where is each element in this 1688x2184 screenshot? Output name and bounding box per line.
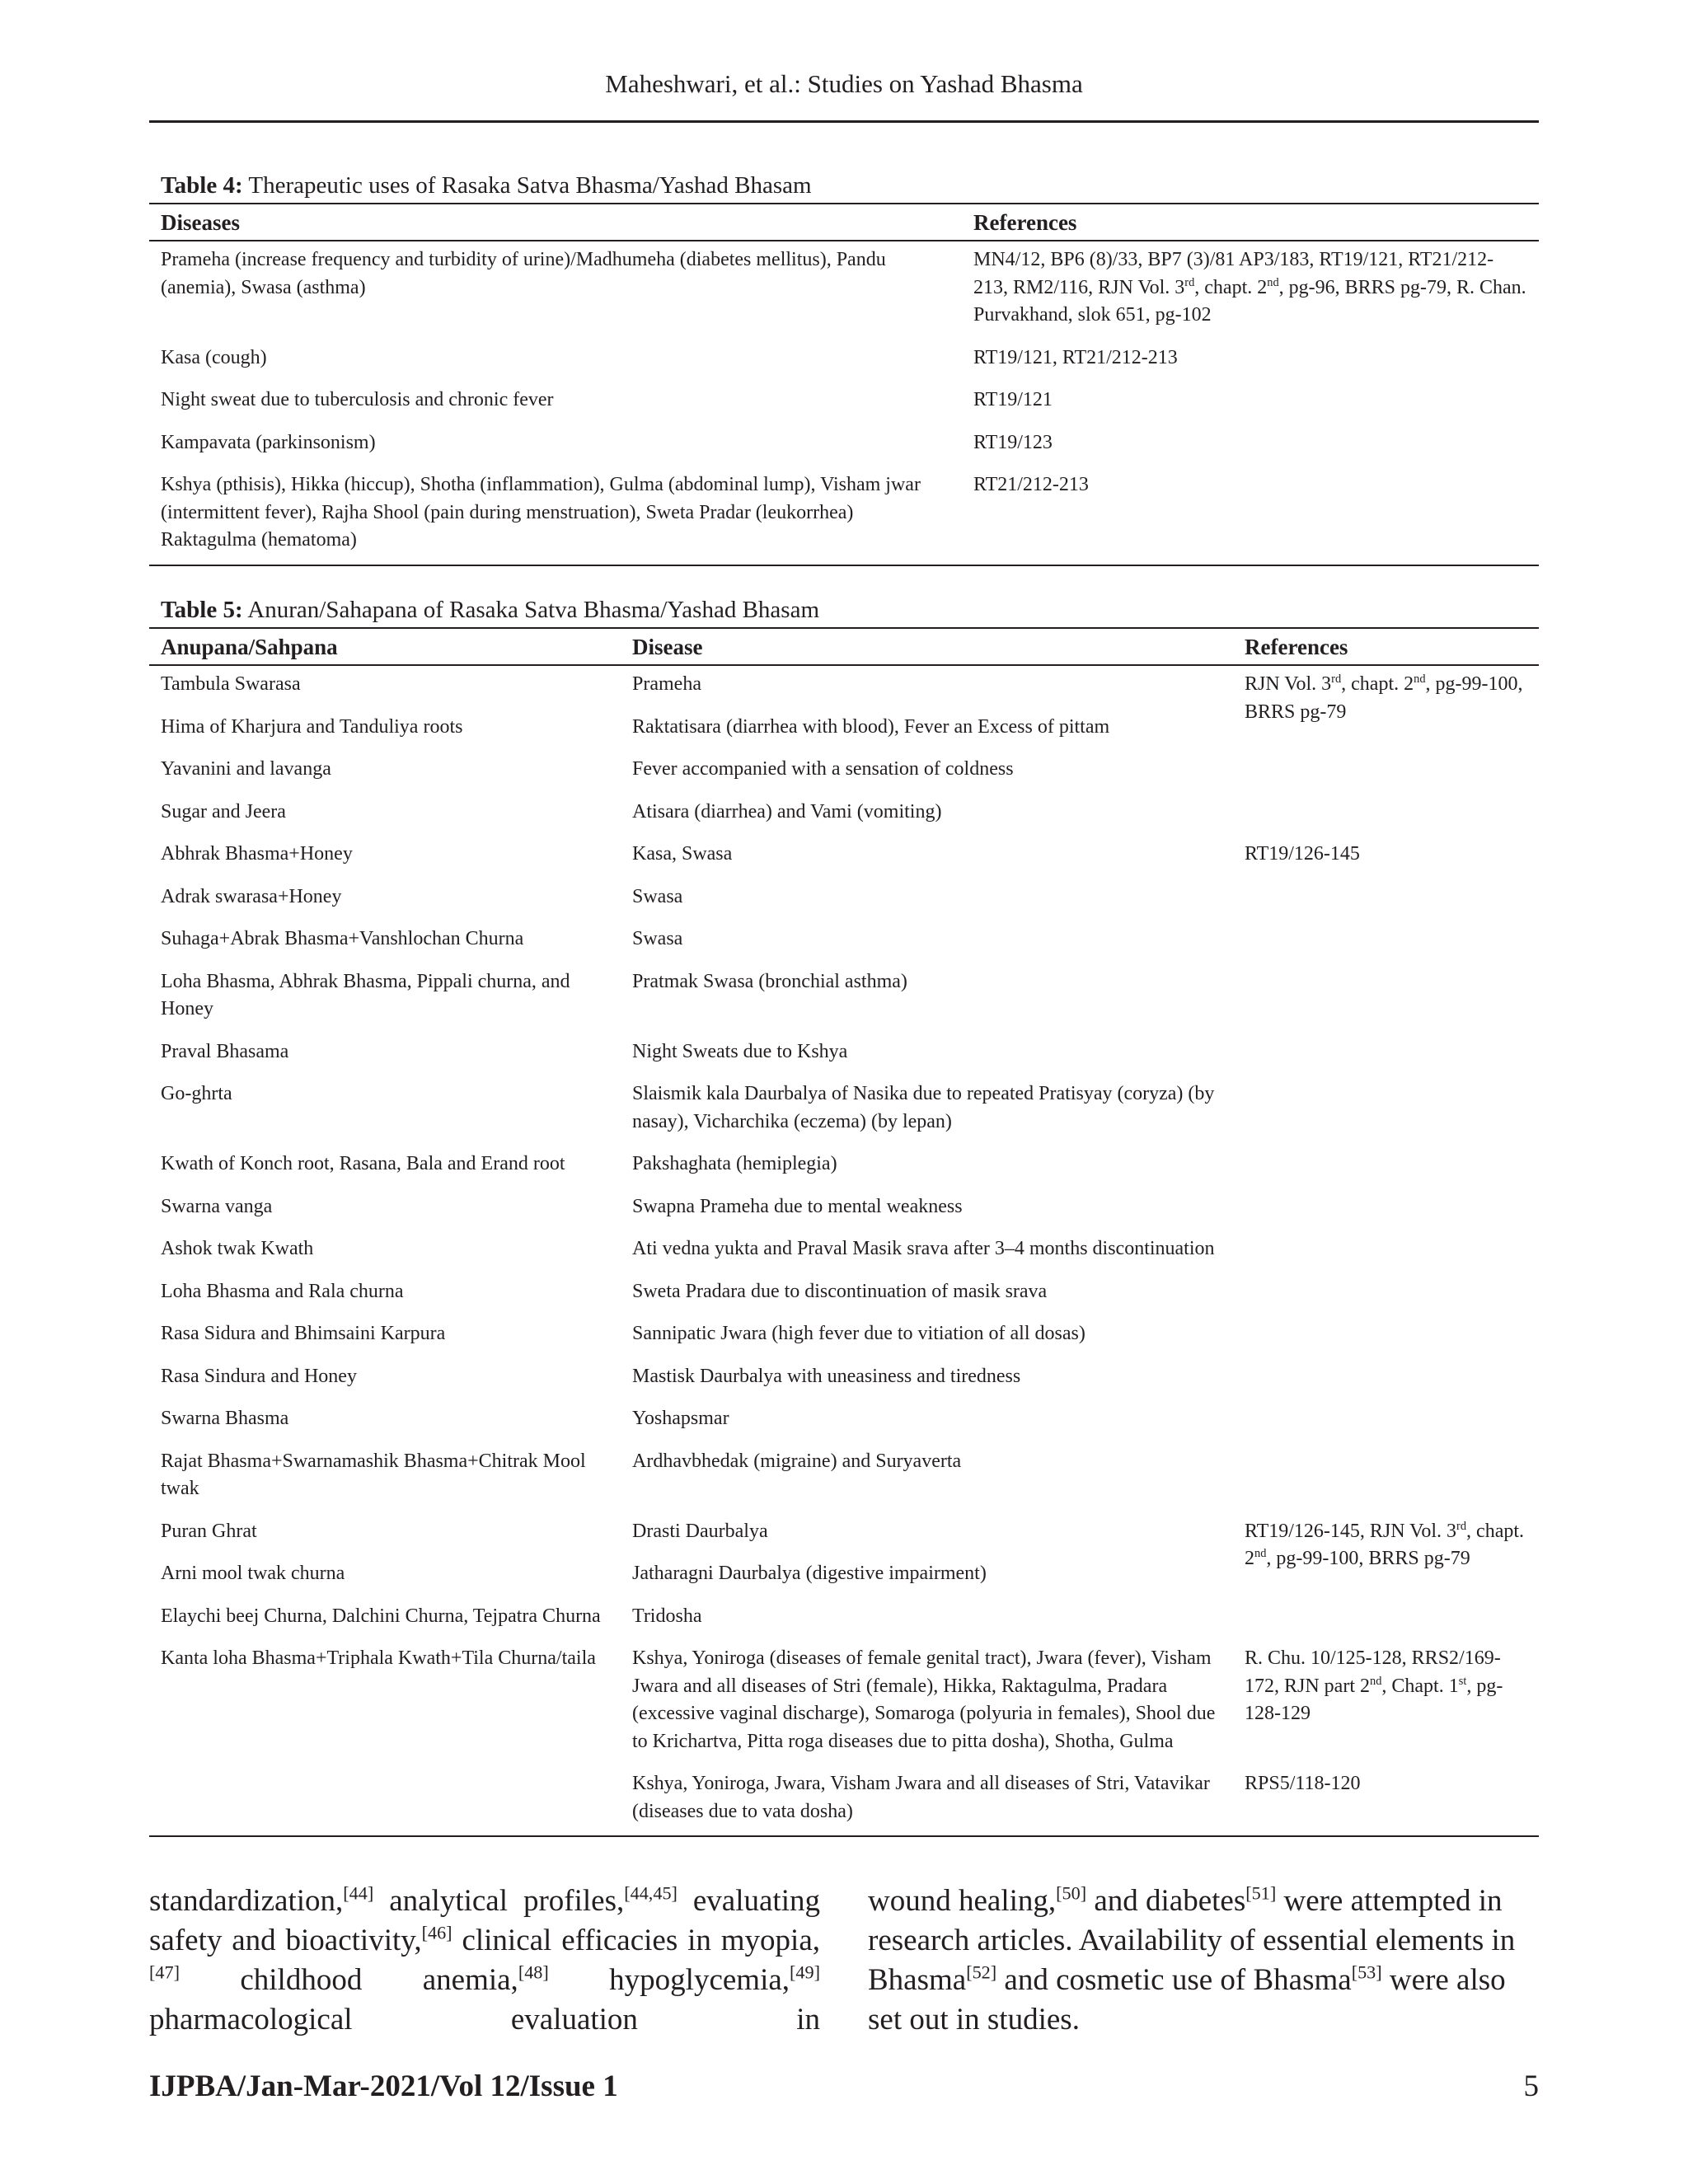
reference-cell: RPS5/118-120	[1233, 1765, 1539, 1836]
disease-cell: Sannipatic Jwara (high fever due to vitiation of all dosas)	[632, 1323, 1085, 1344]
disease-cell: Mastisk Daurbalya with uneasiness and tiredness	[632, 1365, 1021, 1387]
table-5-col-anupana: Anupana/Sahpana	[149, 628, 621, 665]
table-5-grid	[149, 627, 1539, 1837]
anupana-cell: Rasa Sidura and Bhimsaini Karpura	[161, 1323, 446, 1344]
disease-cell: Pakshaghata (hemiplegia)	[632, 1153, 837, 1174]
disease-cell: Raktatisara (diarrhea with blood), Fever an Excess of pittam	[632, 715, 1110, 738]
anupana-cell: Puran Ghrat	[161, 1520, 257, 1542]
anupana-cell	[149, 1765, 621, 1836]
table-4-caption-label: Table 4:	[161, 172, 243, 199]
disease-cell: Jatharagni Daurbalya (digestive impairment)	[632, 1563, 987, 1584]
disease-cell: Kshya, Yoniroga, Jwara, Visham Jwara and all diseases of Stri, Vatavikar (diseases due to vata dosha)	[621, 1765, 1233, 1836]
table-row	[149, 836, 1539, 879]
table-row	[149, 340, 1539, 382]
anupana-cell: Sugar and Jeera	[161, 800, 286, 823]
body-text-right-column: wound healing,[50] and diabetes[51] were attempted in research articles. Availability of essential elements in Bhasma[52] and cosmetic use of Bhasma[53] were also set out in studies.	[868, 1882, 1516, 2036]
anupana-cell: Abhrak Bhasma+Honey	[161, 843, 353, 865]
header-divider	[149, 120, 1539, 123]
reference-cell: RJN Vol. 3rd, chapt. 2nd, pg-99-100, BRRS pg-79	[1245, 673, 1523, 723]
disease-cell: Night sweat due to tuberculosis and chronic fever	[161, 389, 554, 410]
reference-cell: R. Chu. 10/125-128, RRS2/169-172, RJN part 2nd, Chapt. 1st, pg-128-129	[1245, 1647, 1503, 1724]
disease-cell: Atisara (diarrhea) and Vami (vomiting)	[632, 800, 942, 823]
reference-cell: RT19/126-145, RJN Vol. 3rd, chapt. 2nd, pg-99-100, BRRS pg-79	[1245, 1519, 1525, 1569]
table-4-grid	[149, 203, 1539, 566]
disease-cell: Fever accompanied with a sensation of coldness	[632, 758, 1014, 780]
disease-cell: Kshya, Yoniroga (diseases of female genital tract), Jwara (fever), Visham Jwara and all diseases of Stri (female), Hikka, Raktagulma, Pradara (excessive vaginal discharge), Somaroga (polyuria in females), Shool due to Krichartva, Pitta roga diseases due to pitta dosha), Shotha, Gulma	[632, 1647, 1216, 1752]
anupana-cell: Swarna vanga	[161, 1195, 273, 1217]
running-title: Maheshwari, et al.: Studies on Yashad Bhasma	[605, 69, 1083, 98]
anupana-cell: Suhaga+Abrak Bhasma+Vanshlochan Churna	[161, 928, 524, 949]
table-5-caption-text: Anuran/Sahapana of Rasaka Satva Bhasma/Yashad Bhasam	[242, 597, 820, 623]
disease-cell: Swasa	[632, 928, 683, 949]
anupana-cell: Kanta loha Bhasma+Triphala Kwath+Tila Churna/taila	[161, 1647, 596, 1669]
anupana-cell: Arni mool twak churna	[161, 1563, 345, 1584]
table-row	[149, 1765, 1539, 1836]
table-5-header-row	[149, 628, 1539, 665]
anupana-cell: Go-ghrta	[161, 1083, 232, 1104]
anupana-cell: Ashok twak Kwath	[161, 1238, 314, 1259]
table-row	[149, 1640, 1539, 1765]
table-4-col-references: References	[962, 204, 1539, 241]
anupana-cell: Tambula Swarasa	[161, 673, 301, 695]
anupana-cell: Hima of Kharjura and Tanduliya roots	[161, 715, 463, 738]
disease-cell: Swasa	[632, 885, 683, 907]
footer-journal: IJPBA/Jan-Mar-2021/Vol 12/Issue 1	[149, 2069, 618, 2103]
anupana-cell: Adrak swarasa+Honey	[161, 885, 342, 907]
disease-cell: Kshya (pthisis), Hikka (hiccup), Shotha (inflammation), Gulma (abdominal lump), Visham jwar (intermittent fever), Rajha Shool (pain during menstruation), Sweta Pradar (leukorrhea) Raktagulma (hematoma)	[149, 466, 962, 565]
table-4-header-row	[149, 204, 1539, 241]
table-4-col-diseases: Diseases	[149, 204, 962, 241]
footer-page-number: 5	[1523, 2069, 1539, 2103]
disease-cell: Slaismik kala Daurbalya of Nasika due to repeated Pratisyay (coryza) (by nasay), Vicharchika (eczema) (by lepan)	[632, 1083, 1215, 1132]
disease-cell: Prameha (increase frequency and turbidity of urine)/Madhumeha (diabetes mellitus), Pandu (anemia), Swasa (asthma)	[161, 249, 886, 298]
table-4	[149, 170, 1539, 566]
table-row	[149, 665, 1539, 709]
anupana-cell: Yavanini and lavanga	[161, 758, 331, 780]
table-5	[149, 594, 1539, 1837]
reference-cell: RT19/126-145	[1245, 843, 1360, 865]
anupana-cell: Loha Bhasma and Rala churna	[161, 1280, 404, 1302]
body-text-left-column: standardization,[44] analytical profiles,[44,45] evaluating safety and bioactivity,[46] clinical efficacies in myopia,[47] childhood anemia,[48] hypoglycemia,[49] pharmacological evaluation in	[149, 1882, 820, 2036]
table-row	[149, 382, 1539, 424]
reference-cell: MN4/12, BP6 (8)/33, BP7 (3)/81 AP3/183, RT19/121, RT21/212-213, RM2/116, RJN Vol. 3rd, chapt. 2nd, pg-96, BRRS pg-79, R. Chan. Purvakhand, slok 651, pg-102	[973, 249, 1526, 326]
table-5-col-disease: Disease	[621, 628, 1233, 665]
reference-cell: RT19/123	[973, 431, 1053, 453]
table-row	[149, 1513, 1539, 1556]
disease-cell: Kasa (cough)	[161, 346, 267, 368]
table-row	[149, 466, 1539, 565]
disease-cell: Yoshapsmar	[632, 1408, 729, 1429]
reference-cell: RT19/121, RT21/212-213	[973, 346, 1178, 368]
table-4-caption-text: Therapeutic uses of Rasaka Satva Bhasma/Yashad Bhasam	[242, 172, 812, 199]
disease-cell: Kasa, Swasa	[632, 843, 733, 865]
table-row	[149, 241, 1539, 340]
table-5-col-references: References	[1233, 628, 1539, 665]
anupana-cell: Swarna Bhasma	[161, 1408, 289, 1429]
table-5-caption-label: Table 5:	[161, 597, 243, 623]
disease-cell: Pratmak Swasa (bronchial asthma)	[632, 970, 907, 992]
anupana-cell: Praval Bhasama	[161, 1040, 289, 1062]
disease-cell: Swapna Prameha due to mental weakness	[632, 1195, 963, 1217]
anupana-cell: Elaychi beej Churna, Dalchini Churna, Tejpatra Churna	[161, 1605, 601, 1627]
anupana-cell: Rasa Sindura and Honey	[161, 1365, 357, 1387]
disease-cell: Ardhavbhedak (migraine) and Suryaverta	[632, 1450, 962, 1472]
table-row	[149, 424, 1539, 467]
anupana-cell: Kwath of Konch root, Rasana, Bala and Erand root	[161, 1153, 565, 1174]
disease-cell: Night Sweats due to Kshya	[632, 1040, 848, 1062]
disease-cell: Prameha	[632, 673, 701, 695]
reference-cell: RT19/121	[973, 389, 1053, 410]
table-4-caption	[161, 170, 1539, 201]
disease-cell: Kampavata (parkinsonism)	[161, 431, 376, 453]
disease-cell: Tridosha	[632, 1605, 702, 1627]
anupana-cell: Loha Bhasma, Abhrak Bhasma, Pippali churna, and Honey	[161, 970, 570, 1019]
disease-cell: Ati vedna yukta and Praval Masik srava after 3–4 months discontinuation	[632, 1238, 1215, 1259]
disease-cell: Sweta Pradara due to discontinuation of masik srava	[632, 1280, 1048, 1302]
reference-cell: RT21/212-213	[962, 466, 1539, 565]
disease-cell: Drasti Daurbalya	[632, 1520, 768, 1542]
table-5-caption	[161, 594, 1539, 626]
anupana-cell: Rajat Bhasma+Swarnamashik Bhasma+Chitrak Mool twak	[161, 1450, 586, 1499]
